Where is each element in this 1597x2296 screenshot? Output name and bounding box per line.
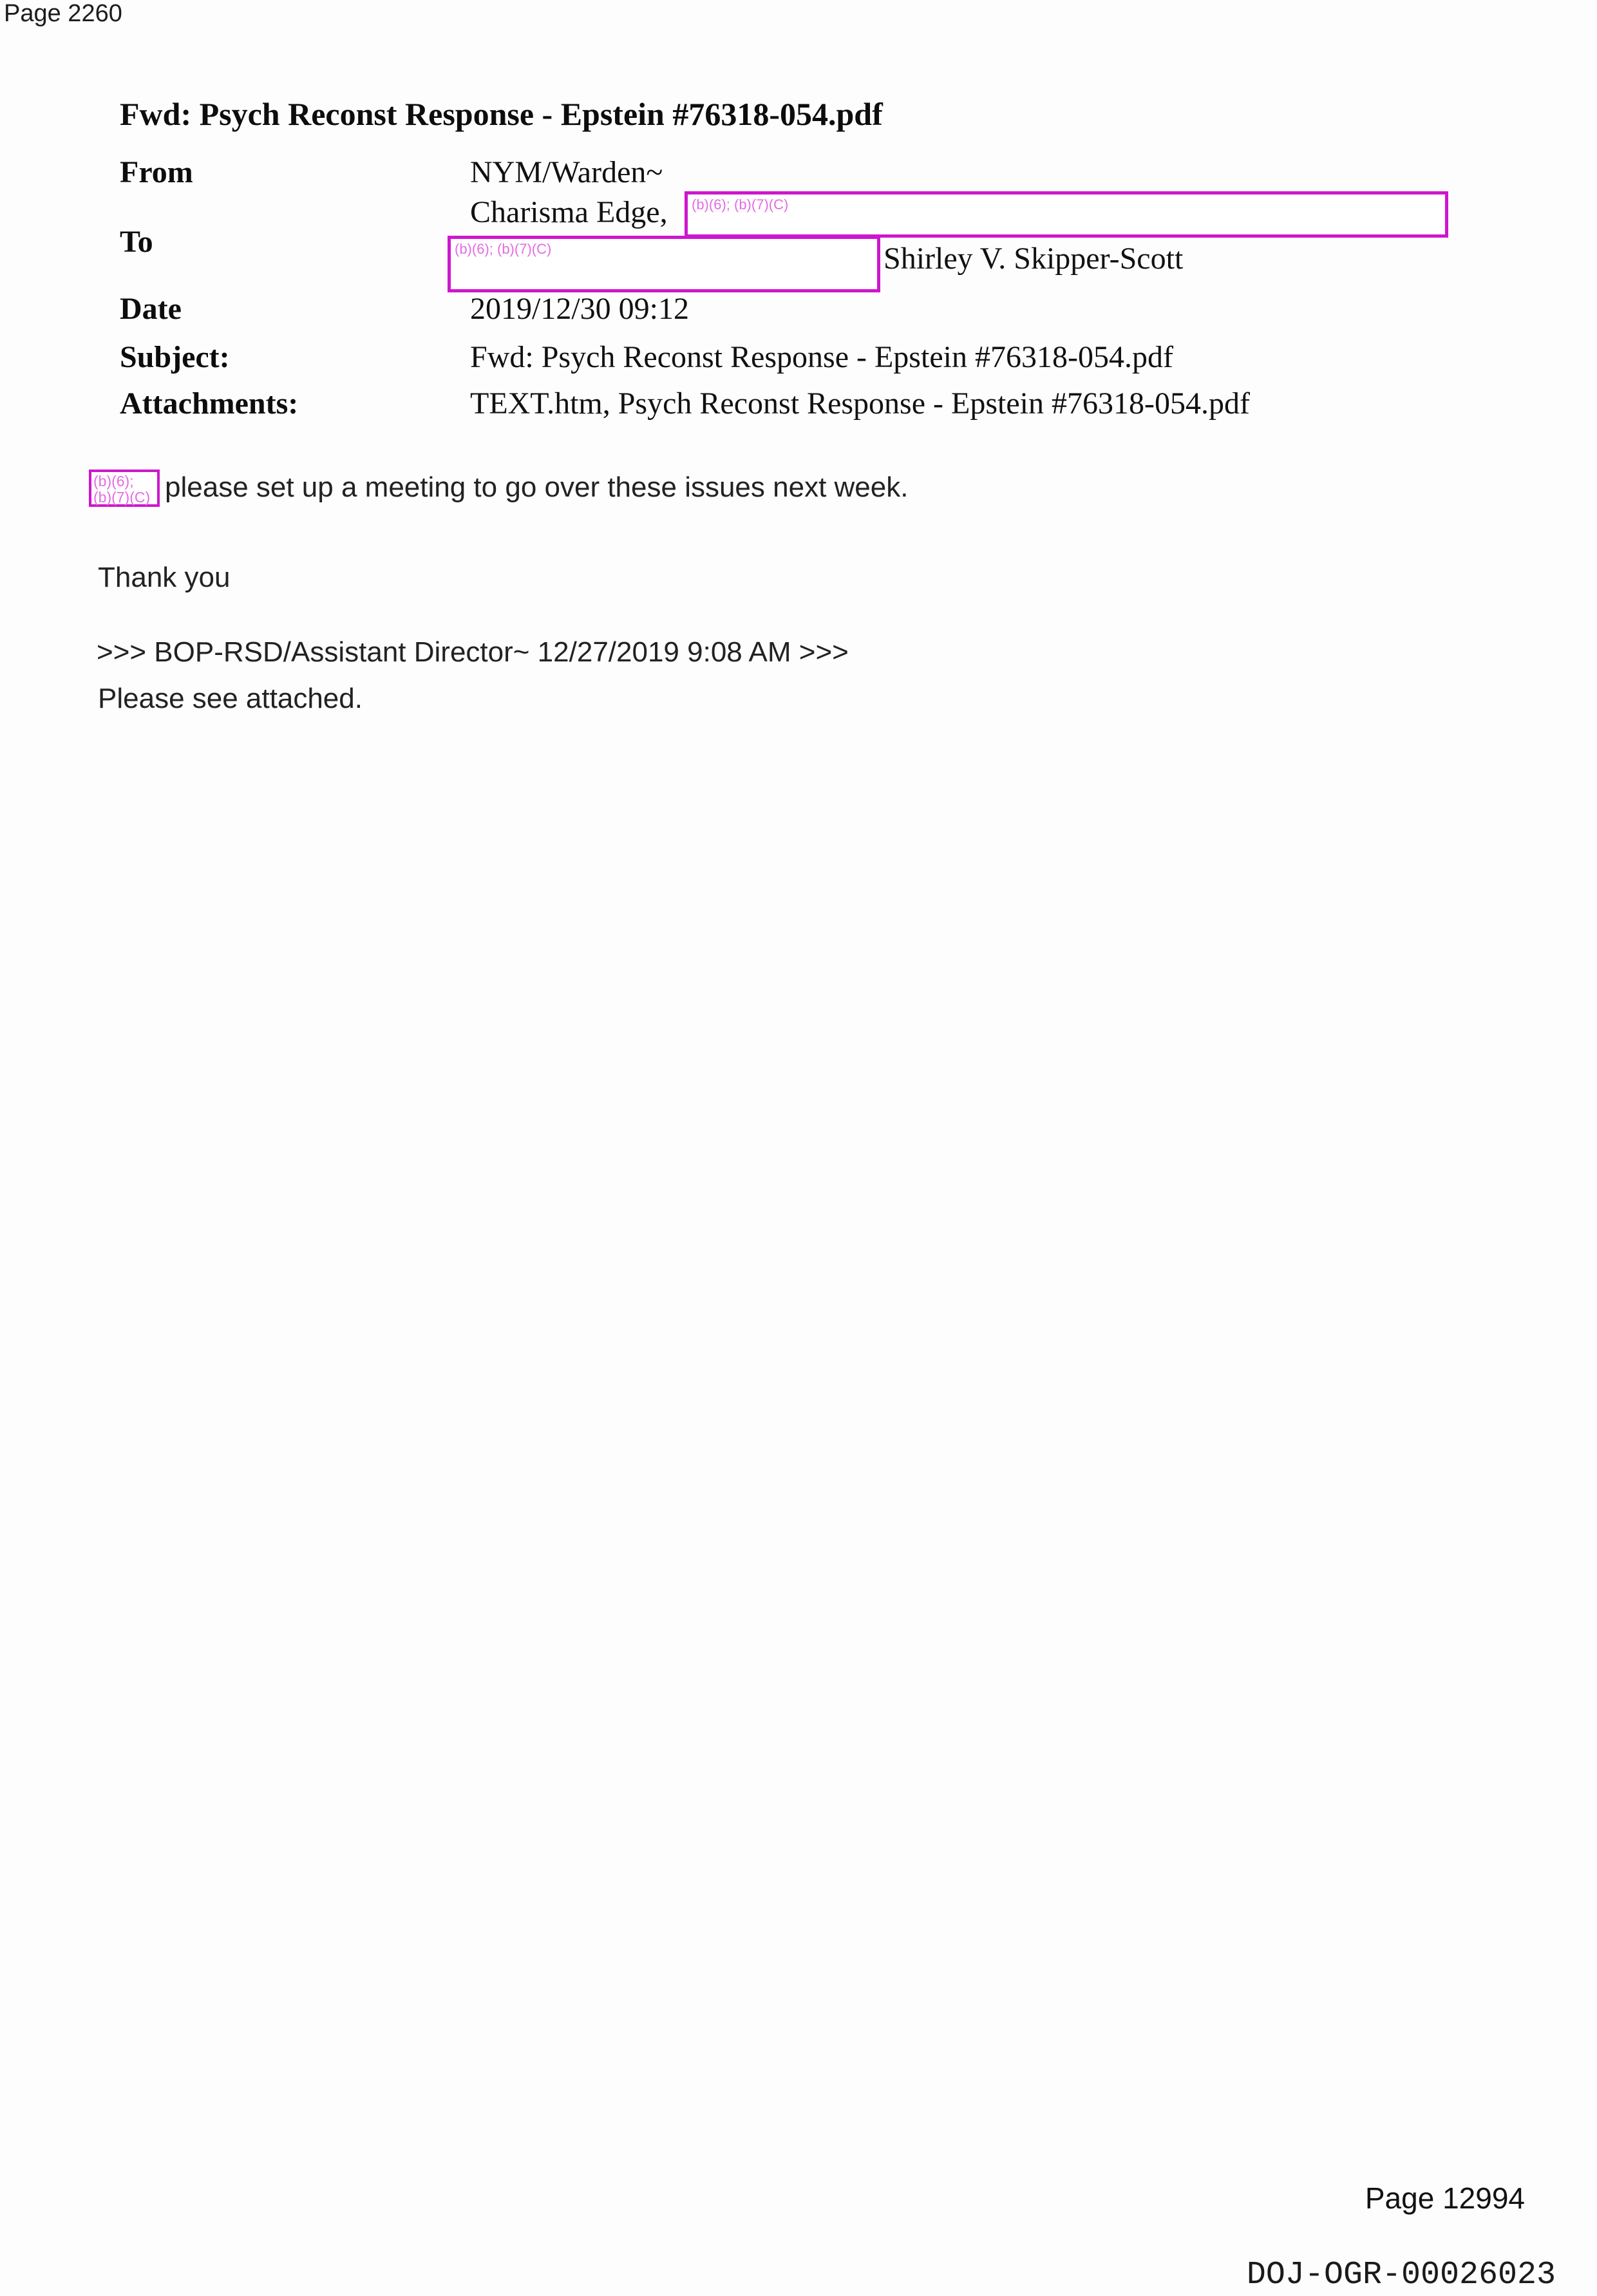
subject-label: Subject: bbox=[120, 340, 230, 374]
redaction-exemption-line-1: (b)(6); bbox=[93, 473, 134, 489]
forward-body-line: Please see attached. bbox=[98, 683, 363, 714]
date-value: 2019/12/30 09:12 bbox=[470, 292, 690, 326]
subject-value: Fwd: Psych Reconst Response - Epstein #76318-054.pdf bbox=[470, 340, 1173, 374]
redaction-exemption-label: (b)(6); (b)(7)(C) bbox=[692, 196, 789, 213]
to-label: To bbox=[120, 225, 153, 259]
from-label: From bbox=[120, 155, 193, 189]
email-title: Fwd: Psych Reconst Response - Epstein #76318-054.pdf bbox=[120, 96, 883, 132]
redaction-box-to-2 bbox=[448, 236, 880, 292]
redaction-box-to-1 bbox=[685, 191, 1448, 238]
redaction-exemption-line-2: (b)(7)(C) bbox=[93, 489, 151, 506]
to-recipient-2: Shirley V. Skipper-Scott bbox=[884, 242, 1184, 276]
attachments-label: Attachments: bbox=[120, 386, 299, 421]
scan-page-number: Page 2260 bbox=[4, 0, 122, 27]
to-recipient-1: Charisma Edge, bbox=[470, 195, 668, 229]
date-label: Date bbox=[120, 292, 182, 326]
document-page-number: Page 12994 bbox=[1365, 2181, 1525, 2215]
from-value: NYM/Warden~ bbox=[470, 155, 663, 189]
redaction-box-body-name bbox=[89, 470, 160, 507]
forward-header-line: >>> BOP-RSD/Assistant Director~ 12/27/2019 9:08 AM >>> bbox=[97, 636, 849, 668]
body-thanks-line: Thank you bbox=[98, 562, 231, 593]
body-request-line: please set up a meeting to go over these issues next week. bbox=[165, 471, 909, 503]
redaction-exemption-label bbox=[91, 472, 157, 508]
bates-number: DOJ-OGR-00026023 bbox=[1246, 2257, 1556, 2293]
attachments-value: TEXT.htm, Psych Reconst Response - Epstein #76318-054.pdf bbox=[470, 386, 1250, 421]
redaction-exemption-label: (b)(6); (b)(7)(C) bbox=[455, 241, 552, 257]
